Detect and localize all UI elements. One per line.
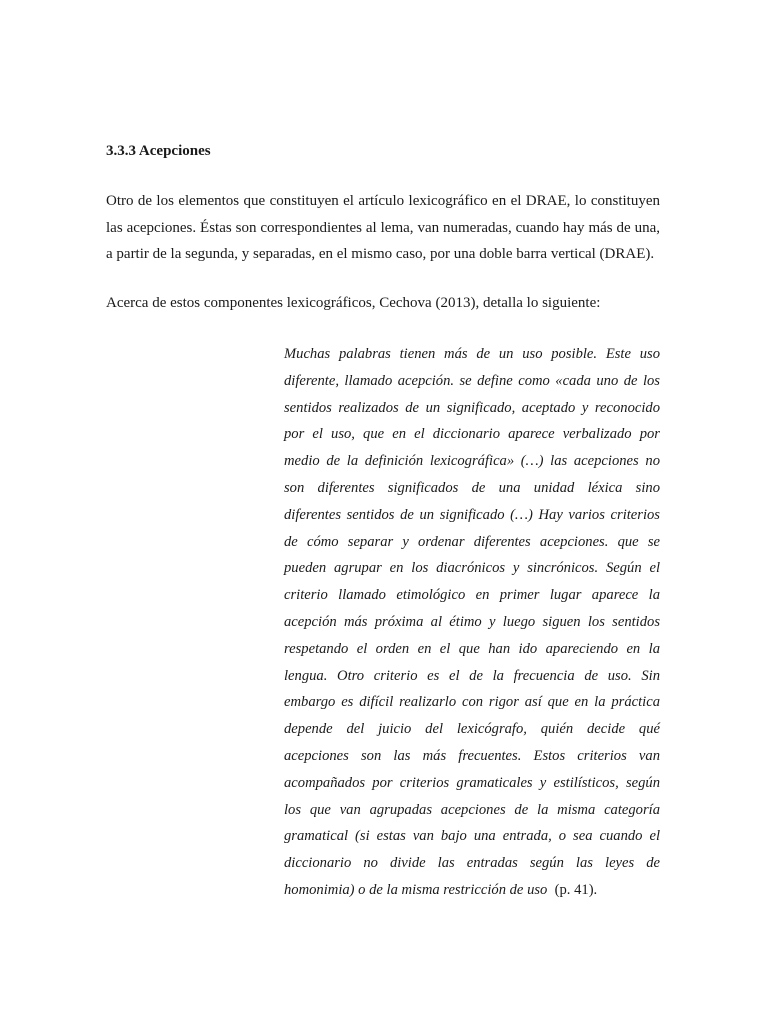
paragraph-line: a partir de la segunda, y separadas, en el mismo caso, por una doble barra vertical (DRAE). — [106, 246, 655, 262]
quote-line: sentidos realizados de un significado, aceptado y reconocido — [284, 399, 660, 416]
quote-line: Muchas palabras tienen más de un uso posible. Este uso — [284, 346, 660, 362]
quote-line: son diferentes significados de una unidad léxica sino — [284, 479, 660, 496]
quote-line: depende del juicio del lexicógrafo, quién decide qué — [284, 721, 660, 738]
quote-line: criterio llamado etimológico en primer lugar aparece la — [284, 587, 660, 604]
quote-line: lengua. Otro criterio es el de la frecuencia de uso. Sin — [284, 667, 660, 684]
quote-line: por el uso, que en el diccionario aparece verbalizado por — [284, 426, 660, 443]
paragraph-line: las acepciones. Éstas son correspondientes al lema, van numeradas, cuando hay más de una, — [106, 219, 660, 236]
quote-line: pueden agrupar en los diacrónicos y sincrónicos. Según el — [284, 560, 660, 577]
quote-line: acepción más próxima al étimo y luego siguen los sentidos — [284, 613, 660, 630]
paragraph-line: Otro de los elementos que constituyen el artículo lexicográfico en el DRAE, lo constituyen — [106, 193, 660, 209]
citation-page-reference: (p. 41). — [554, 881, 598, 898]
quote-line: respetando el orden en el que han ido apareciendo en la — [284, 640, 660, 657]
quote-line: diferente, llamado acepción. se define como «cada uno de los — [284, 372, 660, 389]
section-heading: 3.3.3 Acepciones — [106, 143, 211, 159]
quote-line-text: homonimia) o de la misma restricción de uso — [284, 881, 548, 898]
quote-line: acompañados por criterios gramaticales y estilísticos, según — [284, 774, 660, 791]
quote-line: diferentes sentidos de un significado (…) Hay varios criterios — [284, 506, 660, 523]
body-paragraph-1 — [106, 188, 660, 268]
paragraph-line: Acerca de estos componentes lexicográficos, Cechova (2013), detalla lo siguiente: — [106, 295, 601, 311]
quote-line: los que van agrupadas acepciones de la misma categoría — [284, 801, 660, 818]
quote-line: medio de la definición lexicográfica» (…) las acepciones no — [284, 453, 660, 470]
quote-line: gramatical (si estas van bajo una entrada, o sea cuando el — [284, 828, 660, 845]
quote-line: embargo es difícil realizarlo con rigor así que en la práctica — [284, 694, 660, 711]
quote-last-line — [284, 877, 660, 904]
quote-line: de cómo separar y ordenar diferentes acepciones. que se — [284, 533, 660, 550]
body-paragraph-2 — [106, 290, 660, 317]
quote-line: acepciones son las más frecuentes. Estos criterios van — [284, 747, 660, 764]
block-quote — [284, 341, 660, 904]
quote-line: diccionario no divide las entradas según las leyes de — [284, 855, 660, 872]
